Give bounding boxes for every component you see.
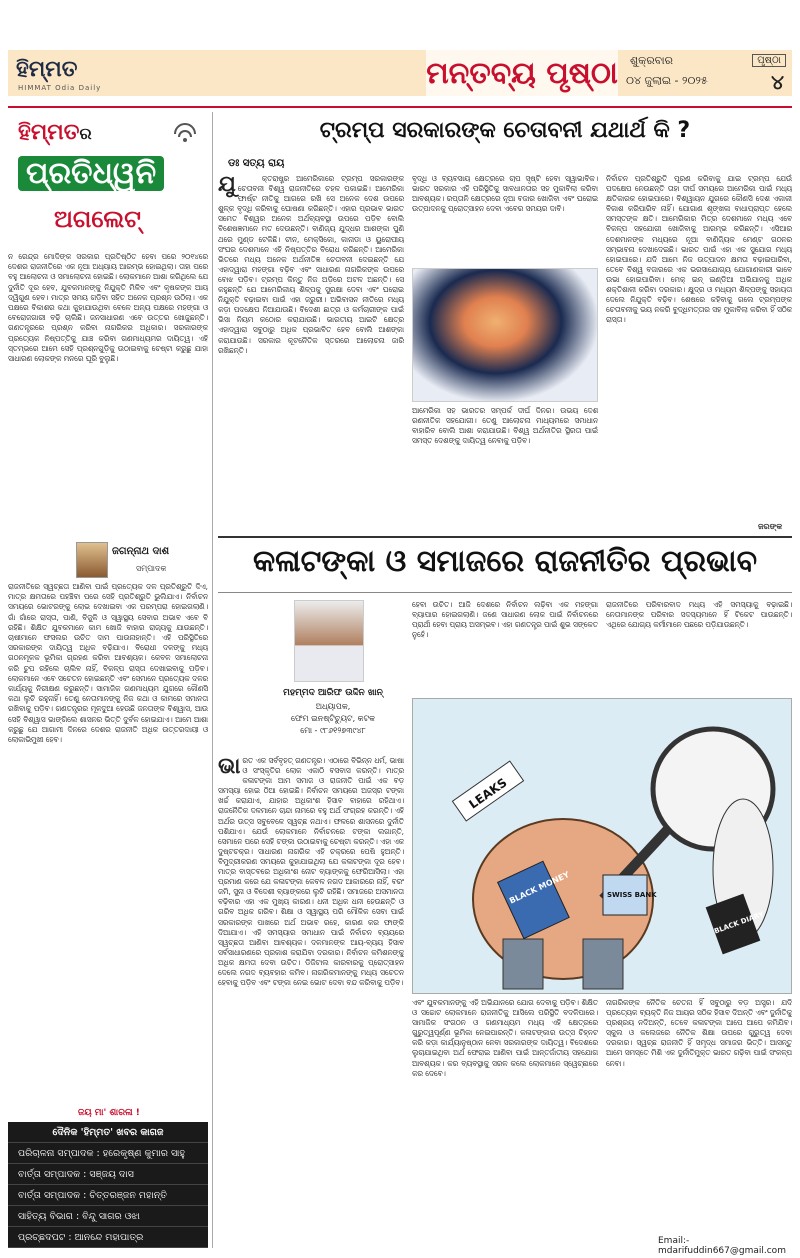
article1-photo <box>412 268 598 402</box>
article2-col3: ରାଜନୀତିରେ ପରିବାରବାଦ ମଧ୍ୟ ଏହି ସମସ୍ୟାକୁ ବଢ଼ାଇଛି। ନେତାମାନଙ୍କ ପରିବାର ସଦସ୍ୟମାନେ ହିଁ ଟିକେଟ ପାଉଛନ୍ତି। ଏଥିରେ ଯୋଗ୍ୟ କର୍ମୀମାନେ ପଛରେ ପଡ଼ିଯାଉଛନ୍ତି। <box>606 600 792 630</box>
article1-headline: ଟ୍ରମ୍ପ ସରକାରଙ୍କ ଚେତାବନୀ ଯଥାର୍ଥ କି ? <box>319 118 691 143</box>
pratidhwani-logo <box>8 112 208 246</box>
date-block <box>618 50 792 96</box>
masthead <box>8 50 792 106</box>
pratidhwani-brand: ହିମ୍ମତ <box>18 120 80 145</box>
article2-col1-text: ରତ ଏକ ସର୍ବବୃହତ୍ ଗଣତନ୍ତ୍ର। ଏଠାରେ ବିଭିନ୍ନ ଧର୍ମ, ଭାଷା ଓ ସଂସ୍କୃତିର ଲୋକ ଏକାଠି ବସବାସ କରନ୍ତି। ମାତ୍ର କଳାଟଙ୍କା ଆମ ସମାଜ ଓ ରାଜନୀତି ପାଇଁ ଏକ ବଡ଼ ସମସ୍ୟା ହୋଇ ଠିଆ ହୋଇଛି। ନିର୍ବାଚନ ସମୟରେ ଅଜସ୍ର ଟଙ୍କା ଖର୍ଚ୍ଚ କରାଯାଏ, ଯାହାର ଅଧିକାଂଶ ହିସାବ ବାହାରେ ରହିଥାଏ। ରାଜନୈତିକ ଦଳମାନେ ଚାନ୍ଦା ନାମରେ ବହୁ ଅର୍ଥ ସଂଗ୍ରହ କରନ୍ତି। ଏହି ଅର୍ଥର ଉତ୍ସ ସବୁବେଳେ ସ୍ୱଚ୍ଛ ନଥାଏ। ଫଳରେ ଶାସନରେ ଦୁର୍ନୀତି ପଶିଯାଏ। ଯେଉଁ ଲୋକମାନେ ନିର୍ବାଚନରେ ଟଙ୍କା ଲଗାନ୍ତି, ସେମାନେ ପରେ ସେହି ଟଙ୍କା ଉଠାଇବାକୁ ଚେଷ୍ଟା କରନ୍ତି। ଏହା ଏକ ଦୁଷ୍ଟଚକ୍ର। ସାଧାରଣ ନାଗରିକ ଏହି ଚକ୍ରରେ ପେଷି ହୁଅନ୍ତି। ବିମୁଦ୍ରୀକରଣ ସମୟରେ କୁହାଯାଇଥିଲା ଯେ କଳାଟଙ୍କା ଦୂର ହେବ। ମାତ୍ର ବାସ୍ତବରେ ଅଧିକାଂଶ ନୋଟ ବ୍ୟାଙ୍କକୁ ଫେରିଆସିଲା। ଏହା ପ୍ରମାଣ କରେ ଯେ କଳାଟଙ୍କା କେବଳ ନଗଦ ଆକାରରେ ନାହିଁ, ବରଂ ଜମି, ସୁନା ଓ ବିଦେଶୀ ବ୍ୟାଙ୍କରେ ଲୁଚି ରହିଛି। ସମାଜରେ ଅସମାନତା ବଢ଼ିବାର ଏହା ଏକ ମୁଖ୍ୟ କାରଣ। ଧନୀ ଅଧିକ ଧନୀ ହେଉଛନ୍ତି ଓ ଗରିବ ଅଧିକ ଗରିବ। ଶିକ୍ଷା ଓ ସ୍ୱାସ୍ଥ୍ୟ ପରି ମୌଳିକ ସେବା ପାଇଁ ସରକାରଙ୍କ ପାଖରେ ଅର୍ଥ ଅଭାବ ରହେ, କାରଣ କର ଫାଙ୍କି ଦିଆଯାଏ। ଏହି ସମସ୍ୟାର ସମାଧାନ ପାଇଁ ନିର୍ବାଚନ ବ୍ୟୟରେ ସ୍ୱଚ୍ଛତା ଆଣିବା ଆବଶ୍ୟକ। ଦଳମାନଙ୍କ ଆୟ-ବ୍ୟୟ ହିସାବ ସର୍ବସାଧାରଣରେ ପ୍ରକାଶ କରାଯିବା ଦରକାର। ନିର୍ବାଚନ କମିଶନଙ୍କୁ ଅଧିକ କ୍ଷମତା ଦେବା ଉଚିତ। ଡିଜିଟାଲ କାରବାରକୁ ପ୍ରୋତ୍ସାହନ ଦେଲେ ନଗଦ ବ୍ୟବହାର କମିବ। ନାଗରିକମାନଙ୍କୁ ମଧ୍ୟ ସଚେତନ ହେବାକୁ ପଡ଼ିବ ଏବଂ ଟଙ୍କା ନେଇ ଭୋଟ ଦେବା ବନ୍ଦ କରିବାକୁ ପଡ଼ିବ। <box>218 756 404 988</box>
avatar <box>294 600 364 682</box>
column-text-2: ରାଜନୀତିରେ ସ୍ୱଚ୍ଛତା ଆଣିବା ପାଇଁ ପ୍ରତ୍ୟେକ ଦଳ ପ୍ରତିଶ୍ରୁତି ଦିଏ, ମାତ୍ର କ୍ଷମତାରେ ପହଞ୍ଚିବା ପରେ ସେହି ପ୍ରତିଶ୍ରୁତି ଭୁଲିଯାଏ। ନିର୍ବାଚନ ସମୟରେ ଭୋଟରଙ୍କୁ ଲୋଭ ଦେଖାଇବା ଏକ ପରମ୍ପରା ହୋଇଗଲାଣି। ଗାଁ ଗାଁରେ ରାସ୍ତା, ପାଣି, ବିଜୁଳି ଓ ସ୍ୱାସ୍ଥ୍ୟ ସେବାର ଅଭାବ ଏବେ ବି ରହିଛି। ଶିକ୍ଷିତ ଯୁବକମାନେ କାମ ଖୋଜି ବାହାର ରାଜ୍ୟକୁ ଯାଉଛନ୍ତି। ଚାଷୀମାନେ ଫସଲର ଉଚିତ ଦାମ ପାଉନାହାନ୍ତି। ଏହି ପରିସ୍ଥିତିରେ ସରକାରଙ୍କ ଦାୟିତ୍ୱ ଅଧିକ ବଢ଼ିଯାଏ। ବିରୋଧୀ ଦଳଙ୍କୁ ମଧ୍ୟ ଗଠନମୂଳକ ଭୂମିକା ଗ୍ରହଣ କରିବା ଆବଶ୍ୟକ। କେବଳ ସମାଲୋଚନା କରି ଚୁପ ରହିଲେ ଚାଲିବ ନାହିଁ, ବିକଳ୍ପ ରାସ୍ତା ଦେଖାଇବାକୁ ପଡ଼ିବ। ଲୋକମାନେ ଏବେ ସଚେତନ ହୋଇଛନ୍ତି ଏବଂ ସେମାନେ ପ୍ରତ୍ୟେକ ଦଳର କାର୍ଯ୍ୟକୁ ନିରୀକ୍ଷଣ କରୁଛନ୍ତି। ସାମାଜିକ ଗଣମାଧ୍ୟମ ଯୁଗରେ କୌଣସି କଥା ଲୁଚି ରହୁନାହିଁ। ତେଣୁ ନେତାମାନଙ୍କୁ ନିଜ କଥା ଓ କାମରେ ସମାନତା ରଖିବାକୁ ପଡ଼ିବ। ଗଣତନ୍ତ୍ରର ମୂଳଦୁଆ ହେଉଛି ଜନତାଙ୍କ ବିଶ୍ୱାସ, ଆଉ ସେହି ବିଶ୍ୱାସ ଭାଙ୍ଗିଲେ ଶାସନର ଭିତ୍ତି ଦୁର୍ବଳ ହୋଇଯାଏ। ଆମେ ଆଶା କରୁଛୁ ଯେ ଆଗାମୀ ଦିନରେ ଦେଶର ରାଜନୀତି ଅଧିକ ଉତ୍ତରଦାୟୀ ଓ ଲୋକାଭିମୁଖୀ ହେବ। <box>8 582 208 745</box>
avatar <box>76 542 108 578</box>
page-title: ମନ୍ତବ୍ୟ ପୃଷ୍ଠା <box>426 50 618 96</box>
brand-block <box>8 50 148 96</box>
article2-col3b: ନାଗରିକଙ୍କ ନୈତିକ ଚେତନା ହିଁ ସବୁଠାରୁ ବଡ଼ ଅସ୍ତ୍ର। ଯଦି ପ୍ରତ୍ୟେକ ବ୍ୟକ୍ତି ନିଜ ଆୟର ସଠିକ ହିସାବ ଦିଅନ୍ତି ଏବଂ ଦୁର୍ନୀତିକୁ ପ୍ରଶ୍ରୟ ନଦିଅନ୍ତି, ତେବେ କଳାଟଙ୍କା ଆପେ ଆପେ କମିଯିବ। ସ୍କୁଲ ଓ କଲେଜରେ ନୈତିକ ଶିକ୍ଷା ଉପରେ ଗୁରୁତ୍ୱ ଦେବା ଦରକାର। ସ୍ୱଚ୍ଛ ରାଜନୀତି ହିଁ ସମୃଦ୍ଧ ସମାଜର ଭିତ୍ତି। ଆସନ୍ତୁ ଆମେ ସମସ୍ତେ ମିଶି ଏକ ଦୁର୍ନୀତିମୁକ୍ତ ଭାରତ ଗଢ଼ିବା ପାଇଁ ସଂକଳ୍ପ ନେବା। <box>606 998 792 1068</box>
credit-row: ବାର୍ତ୍ତା ସମ୍ପାଦକ : ଚିତ୍ତରଞ୍ଜନ ମହାନ୍ତି <box>8 1185 208 1206</box>
left-column <box>8 112 208 1248</box>
section-divider <box>218 592 792 593</box>
pratidhwani-top <box>18 120 92 145</box>
section-divider <box>218 536 792 538</box>
article2-headline: କଳାଟଙ୍କା ଓ ସମାଜରେ ରାଜନୀତିର ପ୍ରଭାବ <box>252 544 758 579</box>
cartoon-label-swiss-bank: SWISS BANK <box>607 891 657 899</box>
brand-logo: ହିମ୍ମତ <box>16 56 78 82</box>
author-role: ଅଧ୍ୟାପକ, <box>315 702 351 711</box>
pratidhwani-title: ପ୍ରତିଧ୍ୱନି <box>18 156 164 191</box>
pratidhwani-subtitle: ଅଗଲେଟ୍ <box>54 204 141 233</box>
column-divider <box>212 112 213 1248</box>
cartoon-label-black-money: BLACK MONEY <box>507 869 571 906</box>
brand-subtitle: HIMMAT Odia Daily <box>18 84 102 92</box>
author-name: ଜଗନ୍ନାଥ ଦାଶ <box>112 546 170 557</box>
author-email: Email:- mdarifuddin667@gmail.com <box>658 1236 786 1256</box>
cartoon-label-black-diary: BLACK DIARY <box>713 910 765 936</box>
credit-row: ସାହିତ୍ୟ ବିଭାଗ : ବିନ୍ଦୁ ସାଗର ଓଝା <box>8 1206 208 1227</box>
article1-col3: ନିର୍ବାଚନ ପ୍ରତିଶ୍ରୁତି ପୂରଣ କରିବାକୁ ଯାଇ ଟ୍ରମ୍ପ ଯେଉଁ ପଦକ୍ଷେପ ନେଉଛନ୍ତି ତାହା ଦୀର୍ଘ ସମୟରେ ଆମେରିକା ପାଇଁ ମଧ୍ୟ କ୍ଷତିକାରକ ହୋଇପାରେ। ବିଶ୍ୱାୟନ ଯୁଗରେ କୌଣସି ଦେଶ ଏକାକୀ ବିକାଶ କରିପାରିବ ନାହିଁ। ଯୋଗାଣ ଶୃଙ୍ଖଳା ବାଧାପ୍ରାପ୍ତ ହେଲେ ସମସ୍ତଙ୍କ କ୍ଷତି। ଆମେରିକାର ମିତ୍ର ଦେଶମାନେ ମଧ୍ୟ ଏବେ ବିକଳ୍ପ ସହଯୋଗୀ ଖୋଜିବାକୁ ଆରମ୍ଭ କରିଛନ୍ତି। ଏସିଆର ଦେଶମାନଙ୍କ ମଧ୍ୟରେ ନୂଆ ବାଣିଜ୍ୟିକ ମେଣ୍ଟ ଗଠନର ସମ୍ଭାବନା ଦେଖାଦେଇଛି। ଭାରତ ପାଇଁ ଏହା ଏକ ସୁଯୋଗ ମଧ୍ୟ ହୋଇପାରେ। ଯଦି ଆମେ ନିଜ ଉତ୍ପାଦନ କ୍ଷମତା ବଢ଼ାଇପାରିବା, ତେବେ ବିଶ୍ୱ ବଜାରରେ ଏକ ଭରସାଯୋଗ୍ୟ ଯୋଗାଣକାରୀ ଭାବେ ଉଭା ହୋଇପାରିବା। ମେକ୍ ଇନ୍ ଇଣ୍ଡିଆ ଅଭିଯାନକୁ ଅଧିକ ଶକ୍ତିଶାଳୀ କରିବା ଦରକାର। କ୍ଷୁଦ୍ର ଓ ମଧ୍ୟମ ଶିଳ୍ପଙ୍କୁ ସହାୟତା ଦେଲେ ନିଯୁକ୍ତି ବଢ଼ିବ। ଶେଷରେ କହିବାକୁ ଗଲେ ଟ୍ରମ୍ପଙ୍କ ଚେତାବନୀକୁ ଭୟ ନକରି ବୁଦ୍ଧିମତ୍ତାର ସହ ମୁକାବିଲା କରିବା ହିଁ ସଠିକ ରାସ୍ତା। <box>606 174 792 325</box>
page-number: ୪ <box>771 70 784 94</box>
article1-col1-text: କ୍ତରାଷ୍ଟ୍ର ଆମେରିକାରେ ଟ୍ରମ୍ପ ସରକାରଙ୍କ ଚେତାବନୀ ବିଶ୍ୱ ରାଜନୀତିରେ ଚହଳ ପକାଇଛି। ଆମେରିକା ଫାର୍ଷ୍ଟ ନୀତିକୁ ଆଗରେ ରଖି ସେ ଅନେକ ଦେଶ ଉପରେ ଶୁଳ୍କ ବୃଦ୍ଧି କରିବାକୁ ଘୋଷଣା କରିଛନ୍ତି। ଏହାର ପ୍ରଭାବ ଭାରତ ସମେତ ବିଶ୍ୱର ଅନେକ ଅର୍ଥବ୍ୟବସ୍ଥା ଉପରେ ପଡ଼ିବ ବୋଲି ବିଶେଷଜ୍ଞମାନେ ମତ ଦେଉଛନ୍ତି। ବାଣିଜ୍ୟ ଯୁଦ୍ଧର ଆଶଙ୍କା ପୁଣି ଥରେ ମୁଣ୍ଡ ଟେକିଛି। ଚୀନ, ମେକ୍ସିକୋ, କାନାଡା ଓ ୟୁରୋପୀୟ ସଂଘର ଦେଶମାନେ ଏହି ନିଷ୍ପତ୍ତିର ବିରୋଧ କରିଛନ୍ତି। ଆମେରିକା ଭିତରେ ମଧ୍ୟ ଅନେକ ଅର୍ଥନୀତିଜ୍ଞ ଚେତାବନୀ ଦେଇଛନ୍ତି ଯେ ଏହାଦ୍ୱାରା ମହଙ୍ଗା ବଢ଼ିବ ଏବଂ ସାଧାରଣ ନାଗରିକଙ୍କ ଉପରେ ବୋଝ ପଡ଼ିବ। ଟ୍ରମ୍ପ କିନ୍ତୁ ନିଜ ଅଡ଼ିରେ ଅଟଳ ଅଛନ୍ତି। ସେ କହୁଛନ୍ତି ଯେ ଆମେରିକୀୟ ଶିଳ୍ପକୁ ସୁରକ୍ଷା ଦେବା ଏବଂ ଘରୋଇ ନିଯୁକ୍ତି ବଢ଼ାଇବା ପାଇଁ ଏହା ଜରୁରୀ। ଅଭିବାସନ ନୀତିରେ ମଧ୍ୟ କଡ଼ା ପଦକ୍ଷେପ ନିଆଯାଉଛି। ବିଦେଶୀ ଛାତ୍ର ଓ କର୍ମଚାରୀଙ୍କ ପାଇଁ ଭିସା ନିୟମ କଠୋର କରାଯାଉଛି। ଭାରତୀୟ ଆଇଟି କ୍ଷେତ୍ର ଏହାଦ୍ୱାରା ସବୁଠାରୁ ଅଧିକ ପ୍ରଭାବିତ ହେବ ବୋଲି ଆଶଙ୍କା କରାଯାଉଛି। ସରକାର କୂଟନୈତିକ ସ୍ତରରେ ଆଲୋଚନା ଜାରି ରଖିଛନ୍ତି। <box>218 174 404 355</box>
credit-row: ବାର୍ତ୍ତା ସମ୍ପାଦକ : ସଞ୍ଜୟ ଦାସ <box>8 1164 208 1185</box>
main-content <box>218 112 792 1256</box>
cartoon-image <box>412 698 792 994</box>
date-label: ୦୪ ଜୁଲାଇ - ୨୦୨୫ <box>626 74 708 87</box>
credits-box <box>8 1122 208 1248</box>
masthead-divider <box>8 106 792 108</box>
masthead-decor <box>148 50 426 96</box>
credit-row: ପ୍ରଚ୍ଛଦପଟ : ଆନନ୍ଦେ ମହାପାତ୍ର <box>8 1227 208 1248</box>
article1-col2: ବୃଦ୍ଧି ଓ ବ୍ୟବସାୟ କ୍ଷେତ୍ରରେ ଚାପ ସୃଷ୍ଟି ହେବା ସ୍ୱାଭାବିକ। ଭାରତ ସରକାର ଏହି ପରିସ୍ଥିତିକୁ ସାବଧାନତାର ସହ ମୁକାବିଲା କରିବା ଆବଶ୍ୟକ। ରପ୍ତାନି କ୍ଷେତ୍ରରେ ନୂଆ ବଜାର ଖୋଜିବା ଏବଂ ଘରୋଇ ଉତ୍ପାଦନକୁ ପ୍ରୋତ୍ସାହନ ଦେବା ଏବେର ସମୟର ଦାବି। <box>412 174 598 214</box>
article1-dropcap: ଯୁ <box>218 174 236 197</box>
cartoon-label-leaks: LEAKS <box>466 775 510 812</box>
article1-sign: ଜରଙ୍କ <box>758 522 783 531</box>
column-author <box>76 542 208 578</box>
day-label: ଶୁକ୍ରବାର <box>630 54 673 67</box>
author-role: ସମ୍ପାଦକ <box>136 564 167 573</box>
author-org: ଫେମ ଇନଷ୍ଟିଚ୍ୟୁଟ, କଟକ <box>290 714 376 723</box>
article2-dropcap: ଭା <box>218 756 241 779</box>
column-closing: ଜୟ ମା' ଶାରଳା ! <box>78 1108 140 1118</box>
column-text-1: ନ ରେନ୍ଦ୍ର ମୋଦିଙ୍କ ସରକାର ପ୍ରତିଷ୍ଠିତ ହେବା ପରେ ୨୦୧୪ରେ ଦେଶର ରାଜନୀତିରେ ଏକ ନୂଆ ଅଧ୍ୟାୟ ଆରମ୍ଭ ହୋଇଥିଲା। ତାହା ପରେ ବହୁ ଆଲୋଚନା ଓ ସମାଲୋଚନା ହୋଇଛି। ଲୋକମାନେ ଆଶା କରିଥିଲେ ଯେ ଦୁର୍ନୀତି ଦୂର ହେବ, ଯୁବକମାନଙ୍କୁ ନିଯୁକ୍ତି ମିଳିବ ଏବଂ କୃଷକଙ୍କ ଆୟ ଦ୍ୱିଗୁଣ ହେବ। ମାତ୍ର ସମୟ ଗଡ଼ିବା ସହିତ ଅନେକ ପ୍ରଶ୍ନ ଉଠିଲା। ଏକ ପକ୍ଷରେ ବିକାଶର କଥା କୁହାଯାଉଥିବା ବେଳେ ଅନ୍ୟ ପକ୍ଷରେ ମହଙ୍ଗା ଓ ବେରୋଜଗାରୀ ବଢ଼ି ଚାଲିଛି। ଜନସାଧାରଣ ଏବେ ଉତ୍ତର ଖୋଜୁଛନ୍ତି। ଗଣତନ୍ତ୍ରରେ ପ୍ରଶ୍ନ କରିବା ନାଗରିକର ଅଧିକାର। ସରକାରଙ୍କ ପ୍ରତ୍ୟେକ ନିଷ୍ପତ୍ତିକୁ ଯାଞ୍ଚ କରିବା ଗଣମାଧ୍ୟମର ଦାୟିତ୍ୱ। ଏହି ସ୍ତମ୍ଭରେ ଆମେ ସେହି ପ୍ରଶ୍ନଗୁଡ଼ିକୁ ଉଠାଇବାକୁ ଚେଷ୍ଟା କରୁଛୁ ଯାହା ସାଧାରଣ ଲୋକଙ୍କ ମନରେ ଘୂରି ବୁଲୁଛି। <box>8 252 208 364</box>
article1-col2b: ଆମେରିକା ସହ ଭାରତର ସମ୍ପର୍କ ଦୀର୍ଘ ଦିନର। ଉଭୟ ଦେଶ ରଣନୀତିକ ସହଯୋଗୀ। ତେଣୁ ଆଲୋଚନା ମାଧ୍ୟମରେ ସମାଧାନ ବାହାରିବ ବୋଲି ଆଶା କରାଯାଉଛି। ବିଶ୍ୱ ଅର୍ଥନୀତିର ସ୍ଥିରତା ପାଇଁ ସମସ୍ତ ଦେଶଙ୍କୁ ଦାୟିତ୍ୱ ନେବାକୁ ପଡ଼ିବ। <box>412 406 598 446</box>
pratidhwani-suffix: ର <box>79 124 92 143</box>
signal-icon <box>172 122 198 144</box>
article1-col1 <box>218 174 404 522</box>
article2-col1 <box>218 756 404 1248</box>
credit-row: ପରିଚାଳନା ସମ୍ପାଦକ : ହରେକୃଷ୍ଣ କୁମାର ସାହୁ <box>8 1143 208 1164</box>
cartoon-drawing <box>413 699 792 994</box>
article2-col2: ହେବା ଉଚିତ। ଆଜି ଦେଶରେ ନିର୍ବାଚନ ଲଢ଼ିବା ଏକ ମହଙ୍ଗା ବ୍ୟାପାର ହୋଇଗଲାଣି। ଜଣେ ସାଧାରଣ ଲୋକ ପାଇଁ ନିର୍ବାଚନରେ ପ୍ରାର୍ଥୀ ହେବା ପ୍ରାୟ ଅସମ୍ଭବ। ଏହା ଗଣତନ୍ତ୍ର ପାଇଁ ଶୁଭ ସଙ୍କେତ ନୁହେଁ। <box>412 600 598 640</box>
page-label: ପୃଷ୍ଠା <box>752 54 786 67</box>
article1-byline: ଡଃ ସତ୍ୟ ରାୟ <box>228 158 285 169</box>
author-phone: ମୋ - ୯୮୬୧୨୭୩୯୪୮ <box>300 726 366 735</box>
author-name: ମହମ୍ମଦ ଆରିଫ ଉଦ୍ଦିନ ଖାନ୍ <box>283 688 383 698</box>
article2-col2b: ଏବଂ ଯୁବକମାନଙ୍କୁ ଏହି ଅଭିଯାନରେ ଯୋଗ ଦେବାକୁ ପଡ଼ିବ। ଶିକ୍ଷିତ ଓ ସଚ୍ଚୋଟ ଲୋକମାନେ ରାଜନୀତିକୁ ଆସିଲେ ପରିସ୍ଥିତି ବଦଳିପାରେ। ସାମାଜିକ ସଂଗଠନ ଓ ଗଣମାଧ୍ୟମ ମଧ୍ୟ ଏହି କ୍ଷେତ୍ରରେ ଗୁରୁତ୍ୱପୂର୍ଣ୍ଣ ଭୂମିକା ନେଇପାରନ୍ତି। କଳାଟଙ୍କାର ଉତ୍ସ ଚିହ୍ନଟ କରି କଡ଼ା କାର୍ଯ୍ୟାନୁଷ୍ଠାନ ନେବା ସରକାରଙ୍କ ଦାୟିତ୍ୱ। ବିଦେଶରେ ଲୁଚାଯାଇଥିବା ଅର୍ଥ ଫେରାଇ ଆଣିବା ପାଇଁ ଆନ୍ତର୍ଜାତୀୟ ସହଯୋଗ ଆବଶ୍ୟକ। କର ବ୍ୟବସ୍ଥାକୁ ସରଳ କଲେ ଲୋକମାନେ ସ୍ୱେଚ୍ଛାରେ କର ଦେବେ। <box>412 998 598 1078</box>
credit-row: ଦୈନିକ 'ହିମ୍ମତ' ଖବର କାଗଜ <box>8 1122 208 1143</box>
